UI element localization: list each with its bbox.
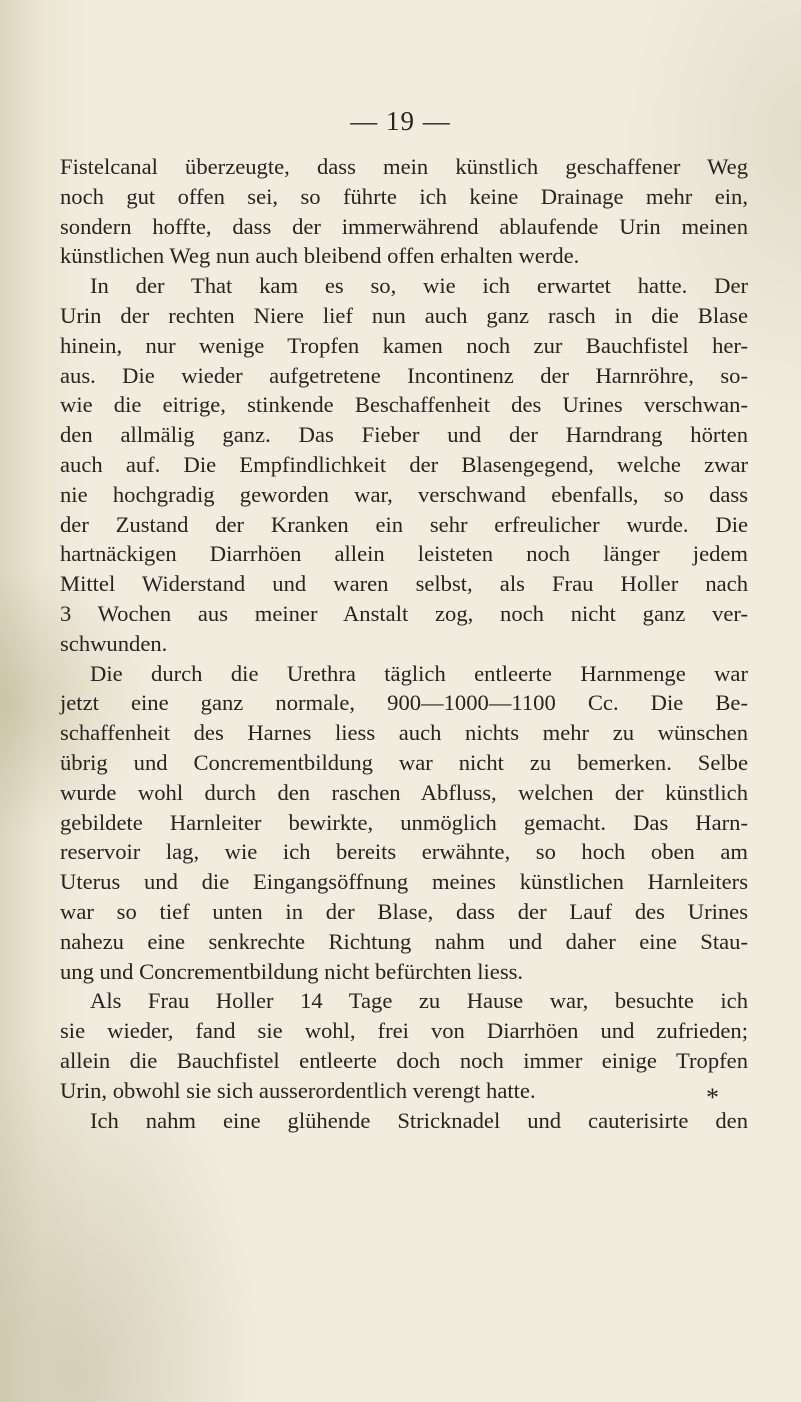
text-line: wurde wohl durch den raschen Abfluss, welchen der künstlich	[60, 779, 748, 805]
text-line: künstlichen Weg nun auch bleibend offen erhalten werde.	[60, 243, 580, 269]
text-line: Ich nahm eine glühende Stricknadel und cauterisirte den	[90, 1107, 748, 1133]
text-line: schwunden.	[60, 630, 168, 656]
text-line: jetzt eine ganz normale, 900—1000—1100 Cc. Die Be-	[60, 690, 748, 716]
text-line: hinein, nur wenige Tropfen kamen noch zur Bauchfistel her-	[60, 332, 748, 358]
text-line: übrig und Concrementbildung war nicht zu bemerken. Selbe	[60, 749, 748, 775]
text-line: Fistelcanal überzeugte, dass mein künstlich geschaffener Weg	[60, 154, 748, 179]
text-line: gebildete Harnleiter bewirkte, unmöglich gemacht. Das Harn-	[60, 809, 748, 835]
text-line: wie die eitrige, stinkende Beschaffenheit des Urines verschwan-	[60, 392, 748, 418]
text-line: der Zustand der Kranken ein sehr erfreulicher wurde. Die	[60, 511, 748, 537]
text-line: sie wieder, fand sie wohl, frei von Diarrhöen und zufrieden;	[60, 1018, 748, 1044]
text-line: Mittel Widerstand und waren selbst, als Frau Holler nach	[60, 571, 748, 597]
text-line: hartnäckigen Diarrhöen allein leisteten noch länger jedem	[60, 541, 748, 567]
page-number: — 19 —	[350, 106, 451, 136]
text-line: Urin, obwohl sie sich ausserordentlich verengt hatte.	[60, 1077, 536, 1103]
text-line: Die durch die Urethra täglich entleerte Harnmenge war	[90, 660, 748, 686]
text-line: aus. Die wieder aufgetretene Incontinenz der Harnröhre, so-	[60, 362, 748, 388]
text-line: nahezu eine senkrechte Richtung nahm und daher eine Stau-	[60, 928, 748, 954]
footnote-mark: *	[706, 1083, 719, 1112]
body-text	[60, 152, 748, 1135]
text-line: war so tief unten in der Blase, dass der Lauf des Urines	[60, 898, 748, 924]
text-line: Urin der rechten Niere lief nun auch ganz rasch in die Blase	[60, 302, 748, 328]
text-line: 3 Wochen aus meiner Anstalt zog, noch nicht ganz ver-	[60, 600, 748, 626]
text-line: ung und Concrementbildung nicht befürchten liess.	[60, 958, 524, 984]
text-line: auch auf. Die Empfindlichkeit der Blasengegend, welche zwar	[60, 451, 748, 477]
text-line: noch gut offen sei, so führte ich keine Drainage mehr ein,	[60, 183, 748, 209]
text-line: Als Frau Holler 14 Tage zu Hause war, besuchte ich	[90, 988, 748, 1014]
text-line: In der That kam es so, wie ich erwartet hatte. Der	[90, 273, 748, 299]
text-line: nie hochgradig geworden war, verschwand ebenfalls, so dass	[60, 481, 748, 507]
text-line: allein die Bauchfistel entleerte doch noch immer einige Tropfen	[60, 1047, 748, 1073]
text-line: reservoir lag, wie ich bereits erwähnte, so hoch oben am	[60, 839, 748, 865]
text-line: schaffenheit des Harnes liess auch nichts mehr zu wünschen	[60, 720, 748, 746]
text-line: sondern hoffte, dass der immerwährend ablaufende Urin meinen	[60, 213, 748, 239]
text-line: den allmälig ganz. Das Fieber und der Harndrang hörten	[60, 422, 748, 448]
text-line: Uterus und die Eingangsöffnung meines künstlichen Harnleiters	[60, 869, 748, 895]
